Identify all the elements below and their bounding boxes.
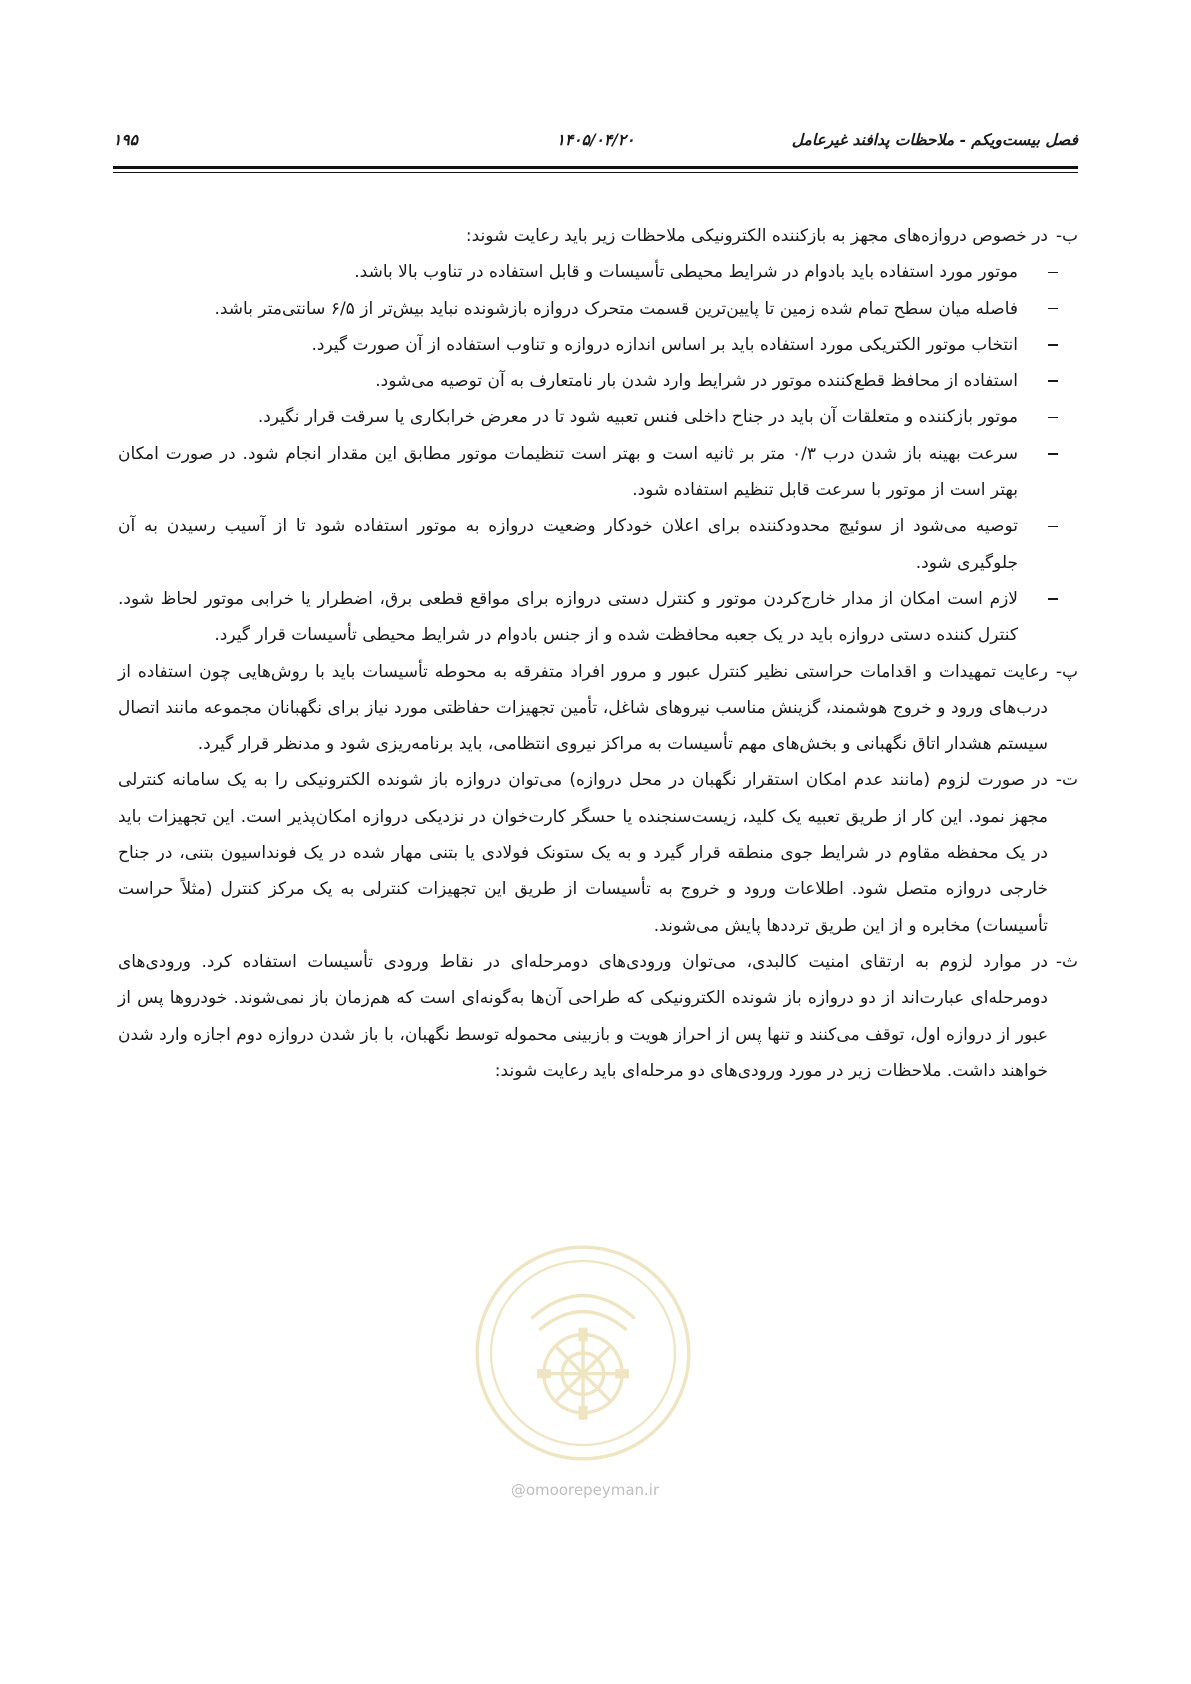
header-date: ۱۴۰۵/۰۴/۲۰ — [556, 130, 635, 149]
header-rule-thin — [113, 172, 1078, 173]
bullet-text: استفاده از محافظ قطع‌کننده موتور در شرایط وارد شدن بار نامتعارف به آن توصیه می‌شود. — [375, 371, 1018, 392]
bullet-text: فاصله میان سطح تمام شده زمین تا پایین‌ترین قسمت متحرک دروازه بازشونده نباید بیش‌تر از ۶/۵ سانتی‌متر باشد. — [214, 298, 1018, 319]
bullet-item — [118, 254, 1078, 290]
bullet-item — [118, 508, 1078, 581]
chapter-title: فصل بیست‌ویکم - ملاحظات پدافند غیرعامل — [791, 130, 1078, 149]
bullet-text: توصیه می‌شود از سوئیچ محدودکننده برای اعلان خودکار وضعیت دروازه به موتور استفاده شود تا از آسیب رسیدن به آن جلوگیری شود. — [118, 516, 1018, 573]
section-paragraph — [118, 654, 1078, 763]
page-header — [113, 130, 1078, 156]
bullet-item — [118, 363, 1078, 399]
section-text: در موارد لزوم به ارتقای امنیت کالبدی، می‌توان ورودی‌های دومرحله‌ای در نقاط ورودی تأسیسات استفاده کرد. ورودی‌های دومرحله‌ای عبارت‌اند از دو دروازه باز شونده الکترونیکی که طراحی آن‌ها به‌گونه‌ای است که هم‌زمان باز نمی‌شوند. خودروها پس از عبور از دروازه اول، توقف می‌کنند و تنها پس از احراز هویت و بازبینی محموله توسط نگهبان، با باز شدن دروازه دوم اجازه وارد شدن خواهند داشت. ملاحظات زیر در مورد ورودی‌های دو مرحله‌ای باید رعایت شوند: — [118, 951, 1048, 1081]
section-marker: ت- — [1055, 770, 1078, 791]
section-paragraph — [118, 944, 1078, 1089]
bullet-text: انتخاب موتور الکتریکی مورد استفاده باید بر اساس اندازه دروازه و تناوب استفاده از آن صورت گیرد. — [311, 334, 1018, 355]
bullet-text: موتور مورد استفاده باید بادوام در شرایط محیطی تأسیسات و قابل استفاده در تناوب بالا باشد. — [354, 262, 1018, 283]
bullet-text: موتور بازکننده و متعلقات آن باید در جناح داخلی فنس تعبیه شود تا در معرض خرابکاری یا سرقت قرار نگیرد. — [257, 407, 1018, 428]
dash-bullet-icon — [1028, 291, 1058, 327]
dash-bullet-icon — [1028, 254, 1058, 290]
section-paragraph — [118, 762, 1078, 943]
dash-bullet-icon — [1028, 508, 1058, 544]
section-paragraph — [118, 218, 1078, 254]
dash-bullet-icon — [1028, 327, 1058, 363]
bullet-text: لازم است امکان از مدار خارج‌کردن موتور و کنترل دستی دروازه برای مواقع قطعی برق، اضطرار یا خرابی موتور لحاظ شود. کنترل کننده دستی دروازه باید در یک جعبه محافظت شده و از جنس بادوام در شرایط محیطی تأسیسات قرار گیرد. — [118, 588, 1018, 646]
dash-bullet-icon — [1028, 581, 1058, 617]
bullet-item — [118, 291, 1078, 327]
dash-bullet-icon — [1028, 399, 1058, 435]
section-text: رعایت تمهیدات و اقدامات حراستی نظیر کنترل عبور و مرور افراد متفرقه به محوطه تأسیسات باید با روش‌هایی چون استفاده از درب‌های ورود و خروج هوشمند، گزینش مناسب نیروهای شاغل، تأمین تجهیزات حفاظتی مورد نیاز برای نگهبانان مجموعه مانند اتصال سیستم هشدار اتاق نگهبانی و بخش‌های مهم تأسیسات به مراکز نیروی انتظامی، باید برنامه‌ریزی شود و مدنظر قرار گیرد. — [118, 661, 1048, 755]
dash-bullet-icon — [1028, 363, 1058, 399]
logo-watermark-icon — [468, 1238, 698, 1468]
watermark-caption: @omoorepeyman.ir — [510, 1481, 660, 1499]
bullet-item — [118, 327, 1078, 363]
section-marker: ب- — [1055, 226, 1078, 246]
bullet-item — [118, 581, 1078, 654]
section-marker: ث- — [1055, 951, 1078, 972]
bullet-item — [118, 436, 1078, 509]
dash-bullet-icon — [1028, 436, 1058, 472]
section-marker: پ- — [1055, 661, 1078, 682]
bullet-item — [118, 399, 1078, 435]
header-rule-thick — [113, 166, 1078, 169]
section-text: در صورت لزوم (مانند عدم امکان استقرار نگهبان در محل دروازه) می‌توان دروازه باز شونده الکترونیکی را به یک سامانه کنترلی مجهز نمود. این کار از طریق تعبیه یک کلید، زیست‌سنجنده یا حسگر کارت‌خوان در نزدیکی دروازه امکان‌پذیر است. این تجهیزات باید در یک محفظه مقاوم در شرایط جوی منطقه قرار گیرد و به یک ستونک فولادی یا بتنی مهار شده در یک فونداسیون بتنی، در جناح خارجی دروازه متصل شود. اطلاعات ورود و خروج به تأسیسات از طریق این تجهیزات کنترلی به یک مرکز کنترل (مثلاً حراست تأسیسات) مخابره و از این طریق ترددها پایش می‌شوند. — [118, 770, 1048, 936]
section-text: در خصوص دروازه‌های مجهز به بازکننده الکترونیکی ملاحظات زیر باید رعایت شوند: — [465, 226, 1048, 246]
document-body — [118, 218, 1078, 1089]
bullet-text: سرعت بهینه باز شدن درب ۰/۳ متر بر ثانیه است و بهتر است تنظیمات موتور مطابق این مقدار انجام شود. در صورت امکان بهتر است از موتور با سرعت قابل تنظیم استفاده شود. — [118, 443, 1019, 501]
page-number: ۱۹۵ — [113, 130, 138, 149]
